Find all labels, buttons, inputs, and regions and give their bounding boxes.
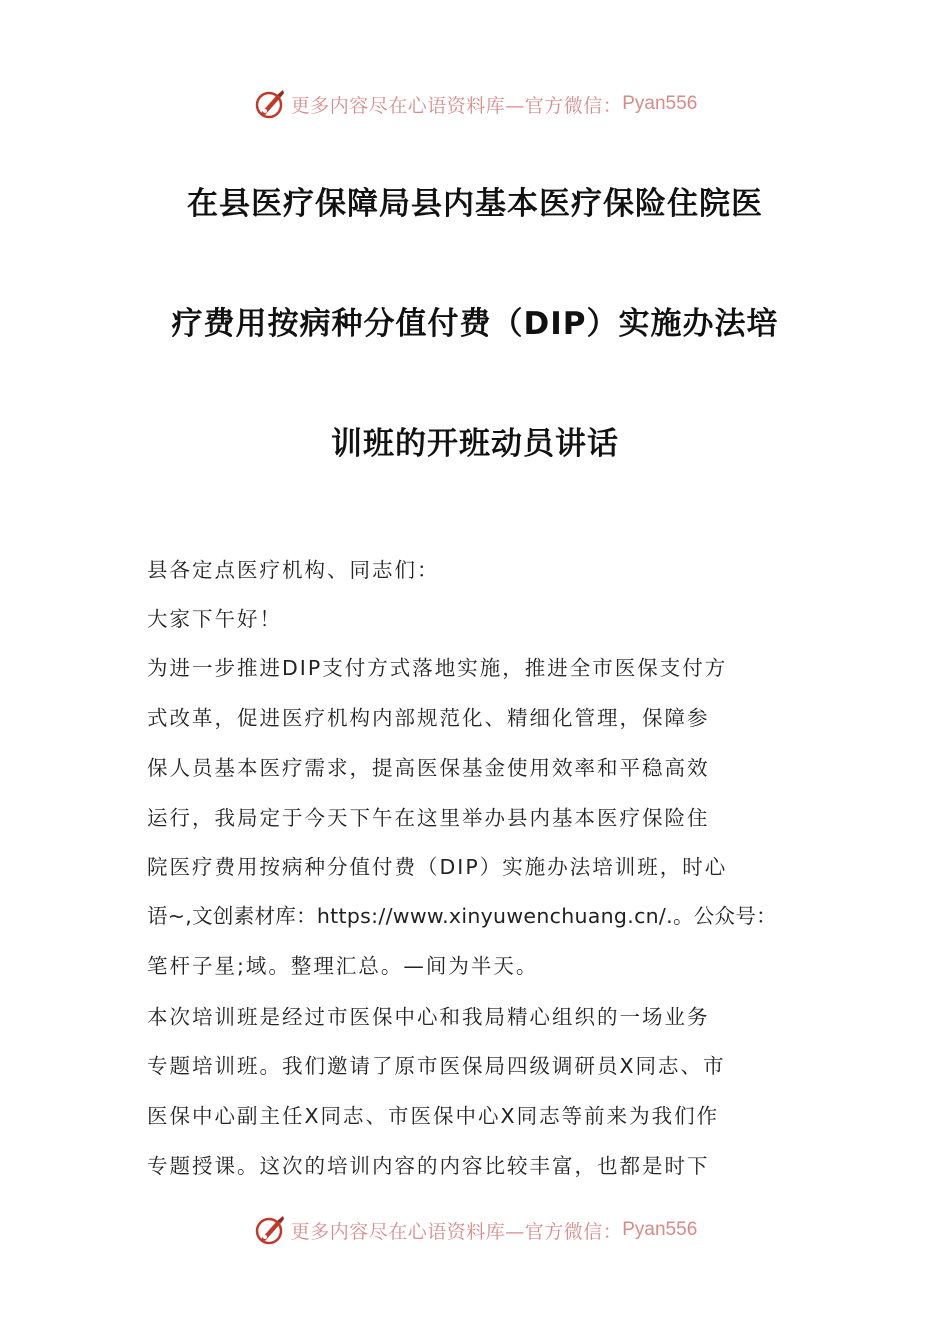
body-line-10: 本次培训班是经过市医保中心和我局精心组织的一场业务: [147, 1005, 710, 1029]
body-line-4: 式改革，促进医疗机构内部规范化、精细化管理，保障参: [147, 706, 710, 730]
document-title-line-2: 疗费用按病种分值付费（DIP）实施办法培: [171, 306, 779, 342]
watermark-wechat-id: Pyan556: [622, 93, 698, 114]
body-line-8: 语~,文创素材库：https://www.xinyuwenchuang.cn/.。公众号：: [147, 904, 777, 928]
body-line-6: 运行，我局定于今天下午在这里举办县内基本医疗保险住: [147, 806, 710, 830]
body-line-13: 专题授课。这次的培训内容的内容比较丰富，也都是时下: [147, 1154, 710, 1178]
watermark-banner-top: [0, 84, 950, 124]
pen-logo-icon: [253, 1213, 287, 1247]
body-line-2: 大家下午好！: [147, 607, 282, 631]
watermark-banner-bottom: [0, 1210, 950, 1250]
pen-logo-icon: [253, 87, 287, 121]
document-title-line-1: 在县医疗保障局县内基本医疗保险住院医: [187, 186, 763, 222]
watermark-text: 更多内容尽在心语资料库—官方微信：: [290, 1220, 623, 1243]
body-line-1: 县各定点医疗机构、同志们：: [147, 558, 440, 582]
body-line-5: 保人员基本医疗需求，提高医保基金使用效率和平稳高效: [147, 756, 710, 780]
body-line-3: 为进一步推进DIP支付方式落地实施，推进全市医保支付方: [147, 656, 728, 680]
body-line-12: 医保中心副主任X同志、市医保中心X同志等前来为我们作: [147, 1104, 720, 1128]
body-line-9: 笔杆子星;域。整理汇总。—间为半天。: [147, 954, 539, 978]
body-line-11: 专题培训班。我们邀请了原市医保局四级调研员X同志、市: [147, 1054, 726, 1078]
watermark-wechat-id: Pyan556: [622, 1219, 698, 1240]
watermark-text: 更多内容尽在心语资料库—官方微信：: [290, 94, 623, 117]
document-title-line-3: 训班的开班动员讲话: [331, 426, 619, 462]
body-line-7: 院医疗费用按病种分值付费（DIP）实施办法培训班，时心: [147, 855, 728, 879]
